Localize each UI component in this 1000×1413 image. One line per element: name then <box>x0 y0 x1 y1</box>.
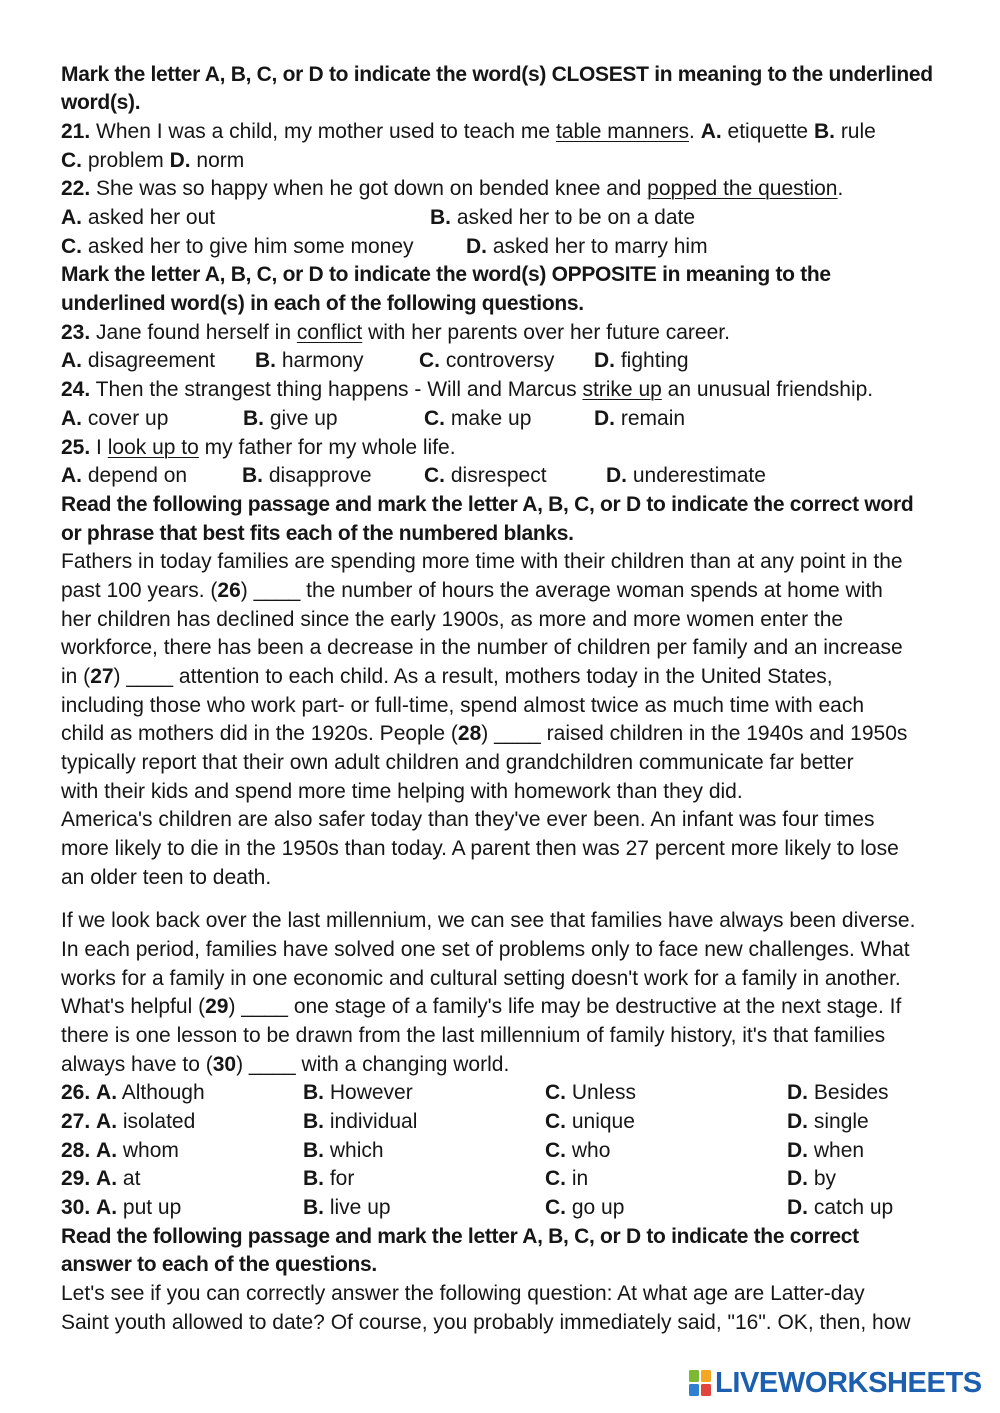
option-letter: A. <box>61 349 82 373</box>
option-d <box>787 1079 889 1108</box>
question-number: 22. <box>61 177 91 201</box>
question-stem: When I was a child, my mother used to teach me <box>96 119 551 143</box>
option-text: fighting <box>620 349 689 373</box>
option-text: disapprove <box>268 464 372 488</box>
option-text: whom <box>122 1138 179 1162</box>
option-text: asked her to be on a date <box>456 206 696 230</box>
passage-line-blank-27 <box>61 663 991 692</box>
blank-number: 29 <box>205 995 229 1019</box>
option-b <box>303 1165 354 1194</box>
question-number: 28. <box>61 1138 91 1162</box>
option-b <box>242 462 372 491</box>
option-c <box>61 233 414 262</box>
option-d <box>787 1108 869 1137</box>
option-c <box>545 1194 624 1223</box>
option-text: unique <box>571 1110 635 1134</box>
option-letter: C. <box>545 1138 566 1162</box>
option-b <box>303 1194 391 1223</box>
question-number: 23. <box>61 320 91 344</box>
question-25-options <box>61 462 991 491</box>
answer-row-26 <box>61 1079 991 1108</box>
answer-row-29 <box>61 1165 991 1194</box>
passage-text: child as mothers did in the 1920s. People ( <box>61 722 458 746</box>
option-a <box>61 347 215 376</box>
answer-row-30 <box>61 1194 991 1223</box>
passage-line: an older teen to death. <box>61 865 272 889</box>
underlined-phrase: conflict <box>296 320 363 344</box>
option-text: Although <box>121 1081 205 1105</box>
question-23 <box>61 319 991 348</box>
blank-number: 26 <box>217 578 241 602</box>
option-text-c: problem <box>87 148 164 172</box>
option-letter: D. <box>466 234 487 258</box>
option-text: who <box>571 1138 611 1162</box>
passage-line: If we look back over the last millennium, we can see that families have always been diverse. <box>61 909 916 933</box>
option-letter: A. <box>96 1110 118 1134</box>
option-a <box>61 405 168 434</box>
option-letter: C. <box>61 234 82 258</box>
blank-number: 28 <box>457 722 482 746</box>
option-text: for <box>329 1167 355 1191</box>
underlined-phrase: look up to <box>107 435 199 459</box>
option-text-d: norm <box>196 148 245 172</box>
option-letter: D. <box>787 1110 808 1134</box>
liveworksheets-logo[interactable] <box>688 1366 982 1400</box>
passage-line: including those who work part- or full-time, spend almost twice as much time with each <box>61 693 865 717</box>
option-letter: A. <box>96 1167 118 1191</box>
option-text: when <box>813 1138 865 1162</box>
option-b <box>303 1137 384 1166</box>
option-text: make up <box>450 406 532 430</box>
option-letter: A. <box>61 406 82 430</box>
passage-text: in ( <box>61 665 91 689</box>
passage-text: ) ____ with a changing world. <box>236 1052 510 1076</box>
option-text: asked her out <box>87 206 216 230</box>
passage-line: Fathers in today families are spending more time with their children than at any point in the <box>61 550 903 574</box>
passage-line: more likely to die in the 1950s than today. A parent then was 27 percent more likely to lose <box>61 837 899 861</box>
question-stem-end: . <box>689 119 695 143</box>
passage-text: always have to ( <box>61 1052 213 1076</box>
option-letter: B. <box>303 1138 324 1162</box>
option-text: disagreement <box>87 349 216 373</box>
question-23-options <box>61 347 991 376</box>
passage-text: What's helpful ( <box>61 995 206 1019</box>
passage-line: with their kids and spend more time helping with homework than they did. <box>61 779 743 803</box>
option-letter: B. <box>255 349 276 373</box>
option-letter: D. <box>787 1196 808 1220</box>
option-letter: B. <box>243 406 264 430</box>
section-instruction-reading: Read the following passage and mark the letter A, B, C, or D to indicate the correct <box>61 1224 859 1248</box>
section-instruction-cloze-continued: or phrase that best fits each of the numbered blanks. <box>61 521 574 545</box>
question-stem: Then the strangest thing happens - Will and Marcus <box>95 378 577 402</box>
option-letter: B. <box>303 1110 324 1134</box>
underlined-phrase: strike up <box>582 378 662 402</box>
section-instruction-cloze: Read the following passage and mark the letter A, B, C, or D to indicate the correct word <box>61 492 914 516</box>
option-d <box>466 233 708 262</box>
option-letter: C. <box>545 1196 566 1220</box>
underlined-phrase: popped the question <box>647 177 838 201</box>
question-25 <box>61 434 991 463</box>
option-text: give up <box>269 406 338 430</box>
option-c <box>545 1165 588 1194</box>
question-22 <box>61 175 991 204</box>
option-letter: B. <box>430 206 451 230</box>
option-letter-d: D. <box>169 148 191 172</box>
option-c <box>545 1108 635 1137</box>
question-number: 29. <box>61 1167 91 1191</box>
option-b <box>430 204 695 233</box>
question-22-options-row-2 <box>61 233 991 262</box>
passage-line: In each period, families have solved one set of problems only to face new challenges. What <box>61 937 910 961</box>
option-letter: D. <box>787 1167 808 1191</box>
passage-text: ) ____ raised children in the 1940s and 1950s <box>481 722 908 746</box>
option-letter: B. <box>303 1196 324 1220</box>
option-letter: B. <box>242 464 263 488</box>
option-a <box>61 1079 205 1108</box>
option-text: controversy <box>445 349 555 373</box>
option-b <box>303 1079 413 1108</box>
question-21 <box>61 118 991 147</box>
option-text: disrespect <box>450 464 547 488</box>
question-number: 24. <box>61 378 91 402</box>
question-21-options-continued <box>61 147 991 176</box>
option-text: asked her to marry him <box>492 234 708 258</box>
passage-text: ) ____ attention to each child. As a result, mothers today in the United States, <box>113 665 833 689</box>
option-text: remain <box>620 406 686 430</box>
passage-line: there is one lesson to be drawn from the last millennium of family history, it's that families <box>61 1023 886 1047</box>
option-letter: D. <box>594 406 615 430</box>
option-letter-a: A. <box>700 119 722 143</box>
option-letter: D. <box>594 349 615 373</box>
passage-line: her children has declined since the early 1900s, as more and more women enter the <box>61 607 844 631</box>
option-text: live up <box>329 1196 391 1220</box>
question-stem-end: . <box>837 177 844 201</box>
question-stem: Jane found herself in <box>96 320 292 344</box>
passage-line: typically report that their own adult children and grandchildren communicate far better <box>61 751 854 775</box>
option-letter: C. <box>424 464 445 488</box>
answer-row-28 <box>61 1137 991 1166</box>
option-d <box>787 1194 893 1223</box>
option-c <box>545 1079 636 1108</box>
option-text: single <box>813 1110 869 1134</box>
option-b <box>255 347 364 376</box>
passage-text: ) ____ the number of hours the average woman spends at home with <box>240 578 883 602</box>
option-text: depend on <box>87 464 188 488</box>
option-text: Unless <box>571 1081 637 1105</box>
option-b <box>243 405 338 434</box>
option-letter: B. <box>303 1081 324 1105</box>
question-number: 27. <box>61 1110 91 1134</box>
blank-number: 27 <box>90 665 114 689</box>
option-letter: A. <box>96 1138 118 1162</box>
passage-text: past 100 years. ( <box>61 578 218 602</box>
option-letter: C. <box>424 406 445 430</box>
option-text-a: etiquette <box>727 119 809 143</box>
liveworksheets-logo-icon <box>688 1368 712 1398</box>
option-text: put up <box>122 1196 182 1220</box>
option-text: Besides <box>813 1081 889 1105</box>
section-instruction-opposite-continued: underlined word(s) in each of the following questions. <box>61 292 584 316</box>
question-stem-end: an unusual friendship. <box>667 378 874 402</box>
option-d <box>594 405 685 434</box>
option-text: go up <box>571 1196 625 1220</box>
passage-line: America's children are also safer today than they've ever been. An infant was four times <box>61 808 875 832</box>
passage-text: ) ____ one stage of a family's life may be destructive at the next stage. If <box>228 995 902 1019</box>
section-instruction-opposite: Mark the letter A, B, C, or D to indicate the word(s) OPPOSITE in meaning to the <box>61 263 831 287</box>
option-letter-c: C. <box>61 148 82 172</box>
option-a <box>61 1194 181 1223</box>
reading-passage-line: Saint youth allowed to date? Of course, you probably immediately said, "16". OK, then, how <box>61 1310 911 1334</box>
question-stem: She was so happy when he got down on bended knee and <box>96 177 642 201</box>
passage-line: workforce, there has been a decrease in the number of children per family and an increase <box>61 636 903 660</box>
option-c <box>424 405 531 434</box>
option-letter-b: B. <box>813 119 835 143</box>
reading-passage-line: Let's see if you can correctly answer the following question: At what age are Latter-day <box>61 1282 865 1306</box>
option-d <box>606 462 766 491</box>
option-letter: C. <box>545 1081 566 1105</box>
passage-line: works for a family in one economic and cultural setting doesn't work for a family in another. <box>61 966 901 990</box>
option-letter: A. <box>61 206 82 230</box>
option-c <box>545 1137 610 1166</box>
passage-line-blank-26 <box>61 577 991 606</box>
passage-line-blank-30 <box>61 1051 991 1080</box>
underlined-phrase: table manners <box>555 119 690 143</box>
question-stem: I <box>96 435 102 459</box>
section-instruction-closest: Mark the letter A, B, C, or D to indicate the word(s) CLOSEST in meaning to the underlined <box>61 62 933 86</box>
section-instruction-reading-continued: answer to each of the questions. <box>61 1253 377 1277</box>
option-text: cover up <box>87 406 169 430</box>
question-number: 21. <box>61 119 91 143</box>
option-a <box>61 1137 179 1166</box>
option-letter: A. <box>96 1081 118 1105</box>
option-text: at <box>122 1167 141 1191</box>
option-c <box>419 347 554 376</box>
option-letter: D. <box>606 464 627 488</box>
liveworksheets-logo-text: LIVEWORKSHEETS <box>715 1367 982 1399</box>
option-a <box>61 462 187 491</box>
option-d <box>594 347 689 376</box>
option-d <box>787 1137 864 1166</box>
answer-row-27 <box>61 1108 991 1137</box>
option-text: underestimate <box>632 464 766 488</box>
option-text: in <box>571 1167 589 1191</box>
option-text: by <box>813 1167 837 1191</box>
worksheet-content <box>61 61 991 1338</box>
option-text: However <box>329 1081 413 1105</box>
option-b <box>303 1108 417 1137</box>
option-d <box>787 1165 836 1194</box>
option-text: individual <box>329 1110 418 1134</box>
option-text: asked her to give him some money <box>87 234 414 258</box>
option-c <box>424 462 547 491</box>
option-text: harmony <box>281 349 364 373</box>
question-stem-end: with her parents over her future career. <box>368 320 730 344</box>
blank-number: 30 <box>212 1052 237 1076</box>
option-text: catch up <box>813 1196 894 1220</box>
option-letter: C. <box>545 1110 566 1134</box>
passage-line-blank-28 <box>61 720 991 749</box>
option-a <box>61 1108 195 1137</box>
question-24-options <box>61 405 991 434</box>
option-a <box>61 204 215 233</box>
option-text: isolated <box>122 1110 196 1134</box>
question-24 <box>61 376 991 405</box>
option-text-b: rule <box>840 119 876 143</box>
option-letter: A. <box>61 464 82 488</box>
option-letter: D. <box>787 1138 808 1162</box>
question-number: 26. <box>61 1081 91 1105</box>
option-letter: B. <box>303 1167 324 1191</box>
question-number: 25. <box>61 435 91 459</box>
section-instruction-closest-continued: word(s). <box>61 91 141 115</box>
question-number: 30. <box>61 1196 91 1220</box>
option-letter: D. <box>787 1081 808 1105</box>
option-letter: C. <box>419 349 440 373</box>
option-a <box>61 1165 140 1194</box>
option-text: which <box>329 1138 384 1162</box>
passage-line-blank-29 <box>61 993 991 1022</box>
question-22-options-row-1 <box>61 204 991 233</box>
option-letter: A. <box>96 1196 118 1220</box>
question-stem-end: my father for my whole life. <box>204 435 456 459</box>
option-letter: C. <box>545 1167 566 1191</box>
